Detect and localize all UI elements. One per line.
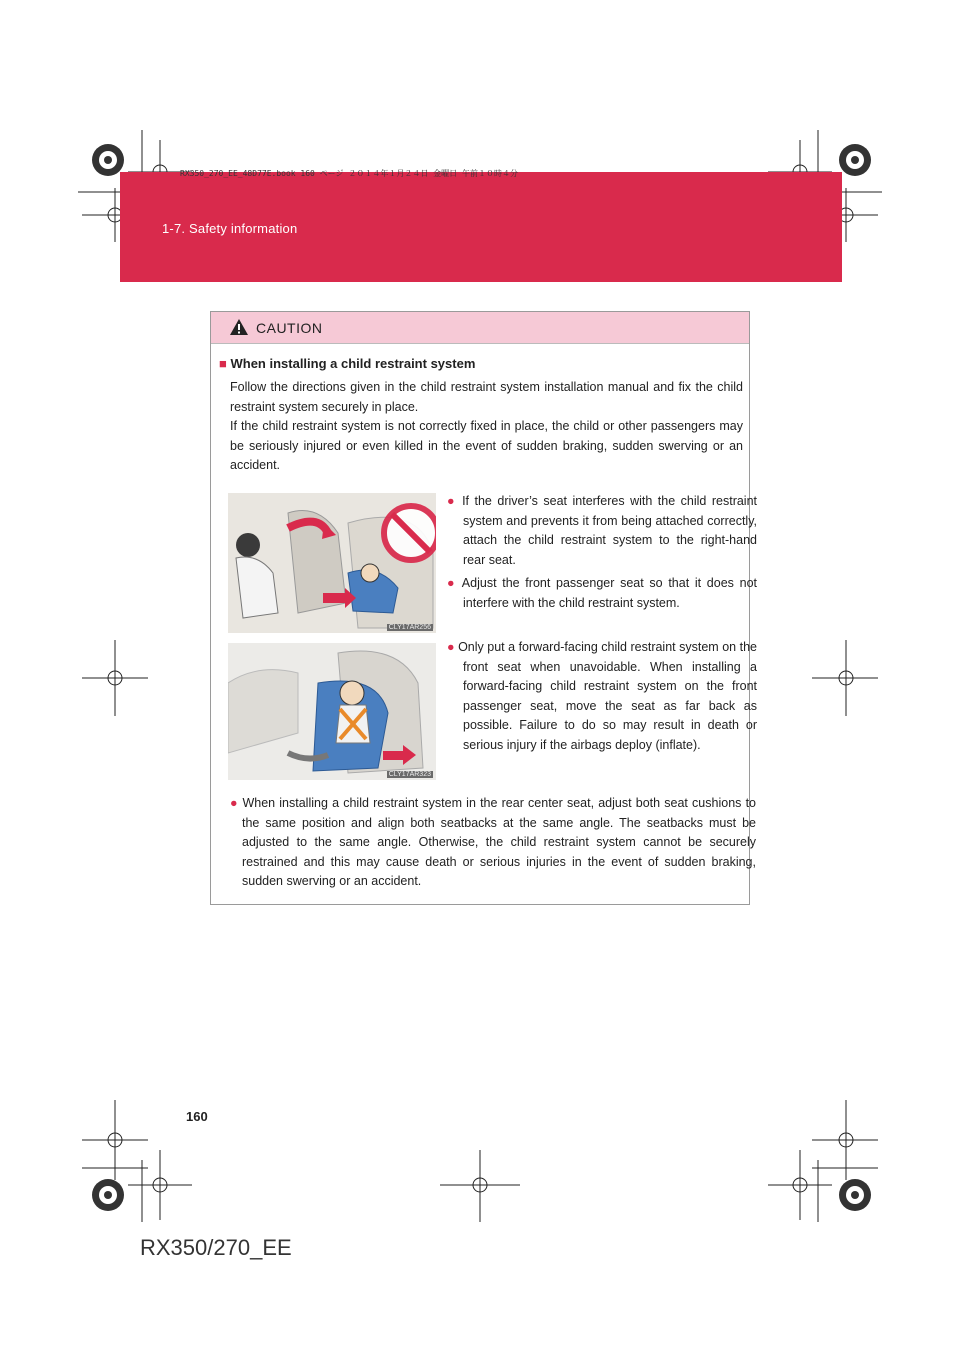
paragraph: If the child restraint system is not correctly fixed in place, the child or other passengers may be seriously injured or even killed in the event of sudden braking, sudden swerving or an accident. bbox=[230, 419, 743, 472]
square-bullet-icon: ■ bbox=[219, 356, 227, 371]
seat-illustration-icon bbox=[228, 493, 436, 633]
figure-code: CLY17AR323 bbox=[388, 771, 431, 778]
crosshair-icon bbox=[128, 1150, 192, 1220]
bullet-item: ● If the driver’s seat interferes with the child restraint system and prevents it from being attached correctly, attach the child restraint system to the right-hand rear seat. bbox=[447, 494, 758, 567]
crosshair-icon bbox=[440, 1150, 520, 1222]
round-bullet-icon: ● bbox=[447, 576, 457, 590]
registration-mark-icon bbox=[839, 144, 871, 176]
caution-header bbox=[211, 312, 749, 344]
crosshair-icon bbox=[82, 640, 148, 716]
crosshair-icon bbox=[768, 1150, 832, 1220]
warning-triangle-icon bbox=[229, 318, 249, 336]
registration-mark-icon bbox=[839, 1179, 871, 1211]
round-bullet-icon: ● bbox=[447, 494, 457, 508]
caution-box bbox=[210, 311, 758, 905]
illustration-forward-facing-seat bbox=[228, 643, 436, 780]
seat-illustration-icon bbox=[228, 643, 436, 780]
registration-mark-icon bbox=[92, 1179, 124, 1211]
page-number: 160 bbox=[186, 1109, 208, 1124]
section-title: 1-7. Safety information bbox=[162, 221, 298, 236]
illustration-seat-interference bbox=[228, 493, 436, 633]
bullet-item: ● Only put a forward-facing child restraint system on the front seat when unavoidable. When installing a forward-facing child restraint system on the front passenger seat, move the seat as far back as possible. Failure to do so may result in death or serious injury if the airbags deploy (inflate). bbox=[447, 640, 757, 752]
caution-subheading: ■ When installing a child restraint system bbox=[219, 356, 476, 371]
book-stamp: RX350_270_EE_48D77E.book 160 ページ ２０１４年１月２４日 金曜日 午前１０時４分 bbox=[180, 169, 518, 178]
bullet-item: ● Adjust the front passenger seat so that it does not interfere with the child restraint system. bbox=[447, 576, 757, 610]
paragraph: Follow the directions given in the child restraint system installation manual and fix the child restraint system securely in place. bbox=[230, 380, 743, 414]
bullet-item: ● When installing a child restraint system in the rear center seat, adjust both seat cushions to the same position and align both seatbacks at the same angle. The seatbacks must be adjusted to the same angle. Otherwise, the child restraint system cannot be securely restrained and this may cause death or serious injuries in the event of sudden braking, sudden swerving or an accident. bbox=[230, 796, 756, 888]
model-code: RX350/270_EE bbox=[140, 1235, 292, 1260]
round-bullet-icon: ● bbox=[230, 796, 239, 810]
figure-code: CLY17AR256 bbox=[388, 624, 431, 631]
round-bullet-icon: ● bbox=[447, 640, 455, 654]
caution-title: CAUTION bbox=[256, 320, 323, 336]
crosshair-icon bbox=[812, 640, 878, 716]
